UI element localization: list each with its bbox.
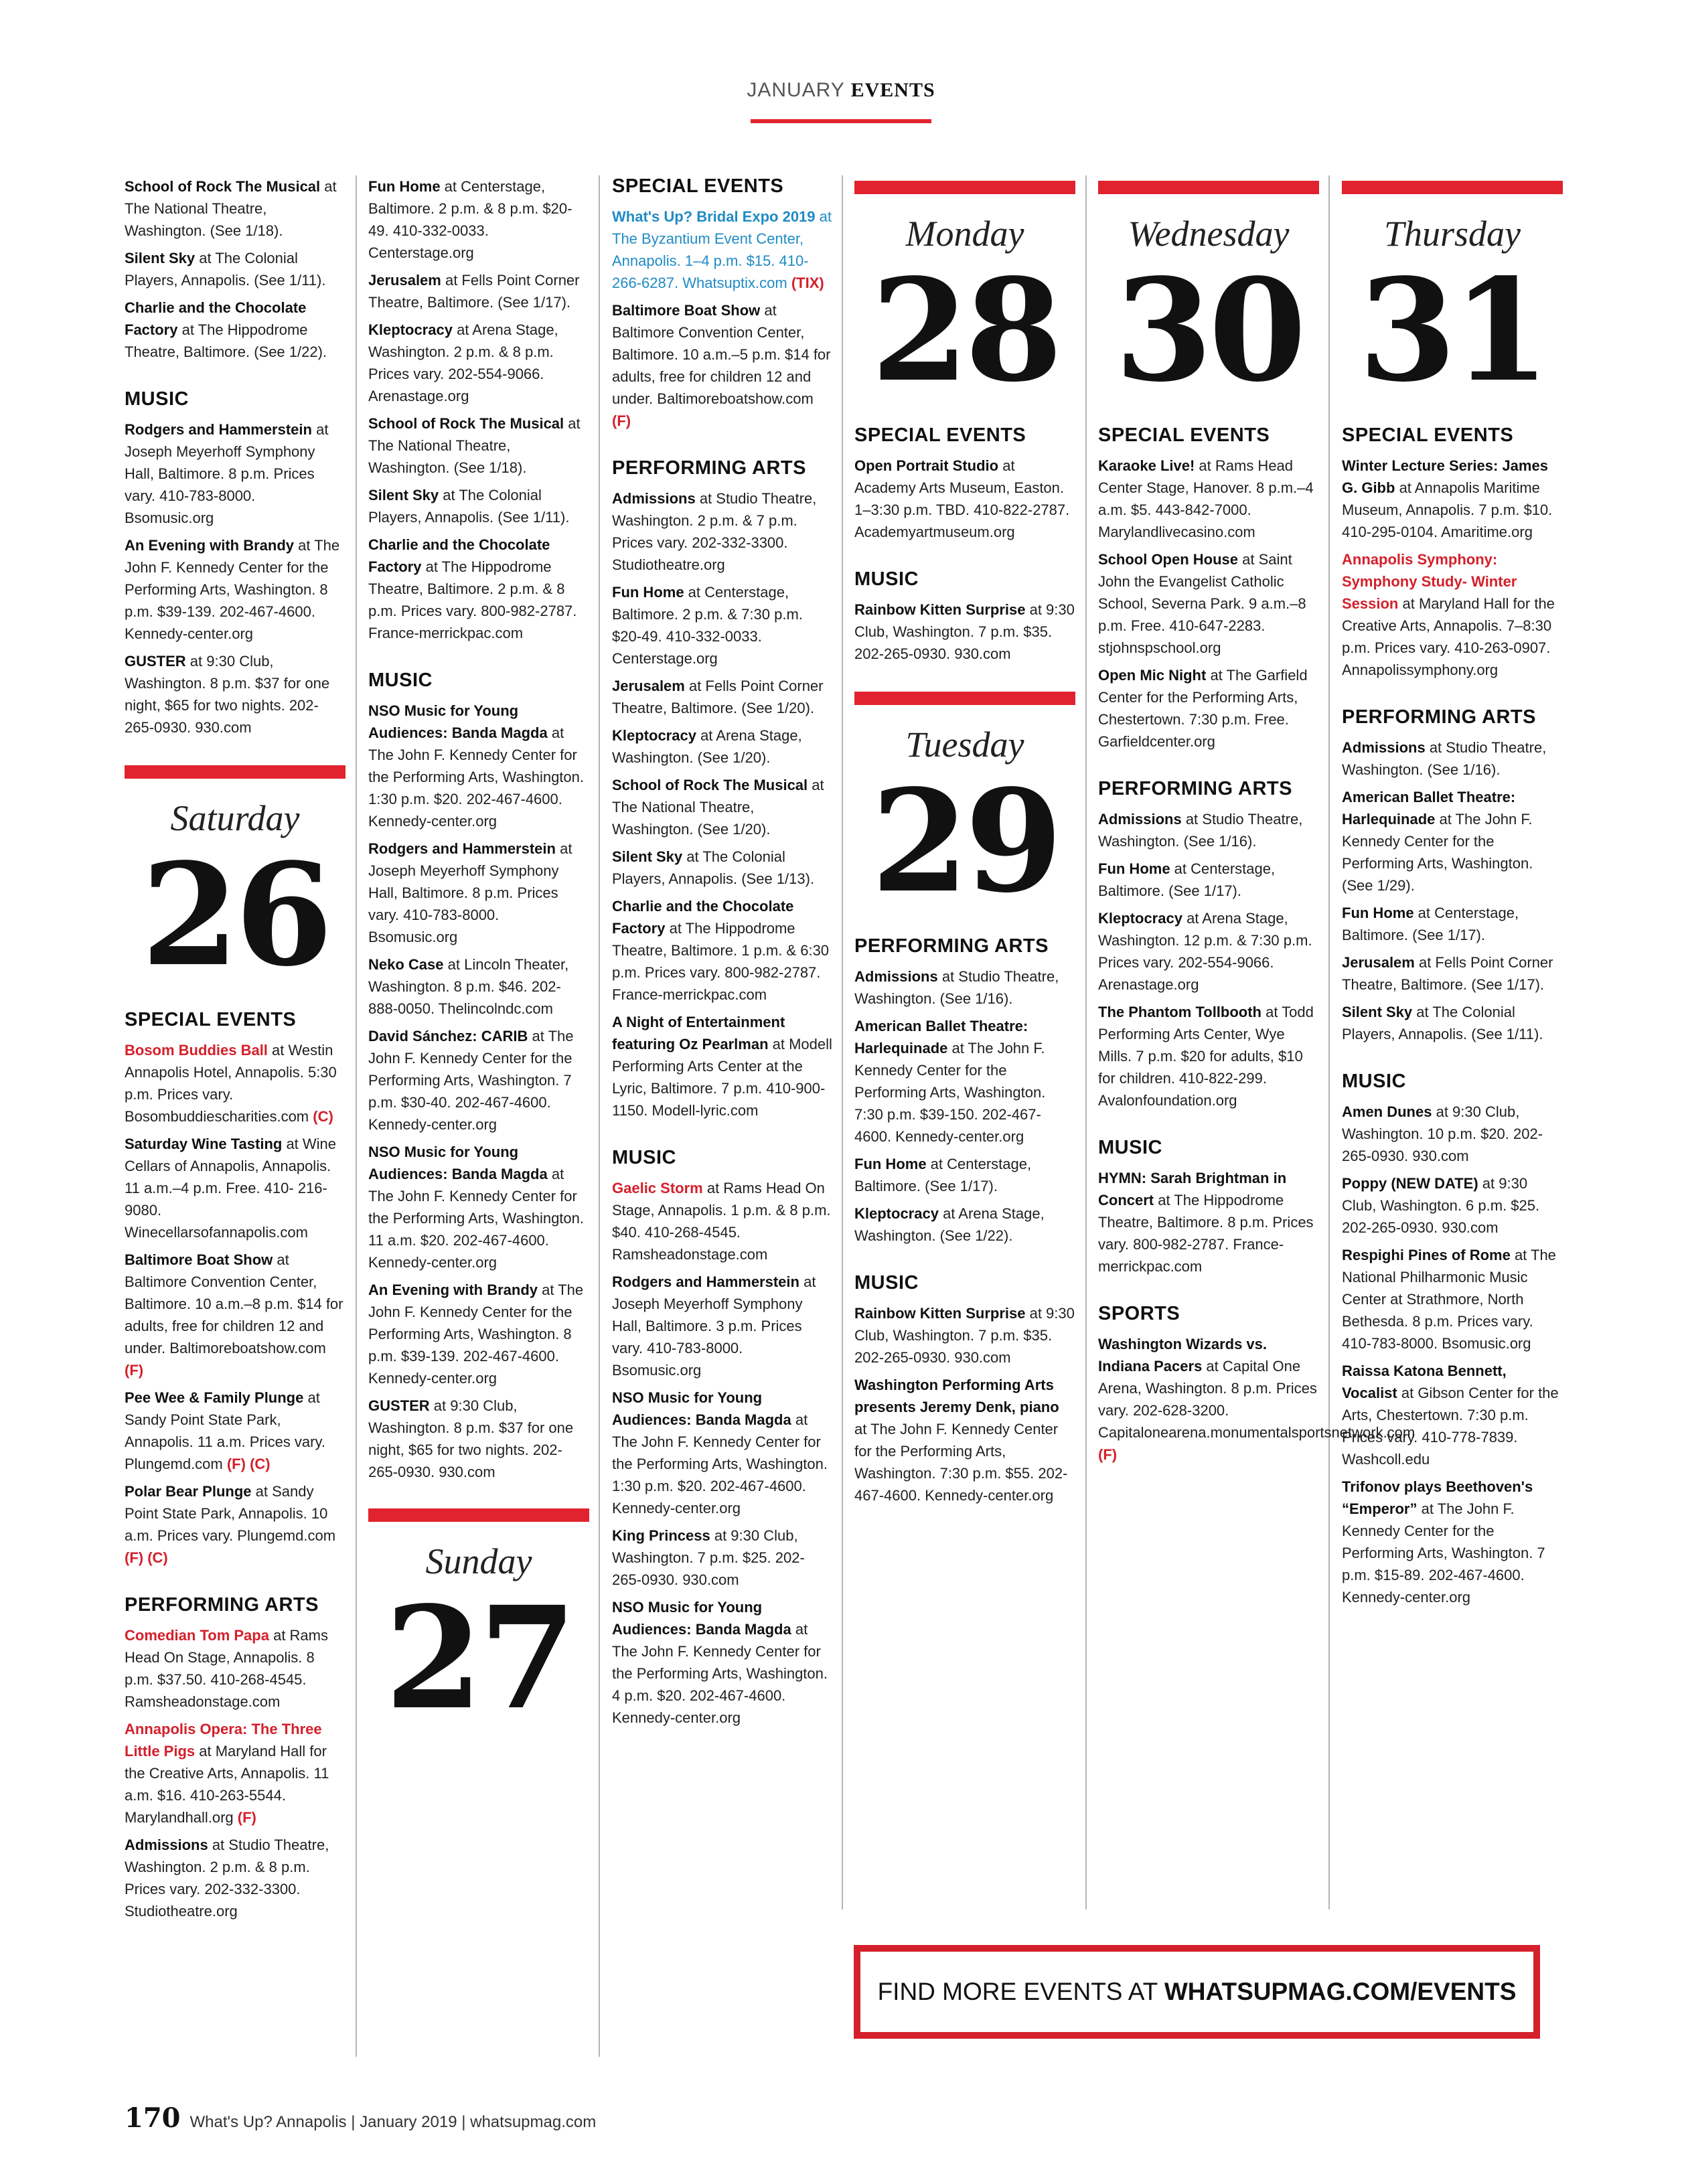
event-item: [1342, 786, 1563, 896]
event-item: [368, 1279, 589, 1389]
event-name: Bosom Buddies Ball: [125, 1042, 268, 1059]
event-name: Silent Sky: [612, 848, 683, 865]
day-name: Thursday: [1383, 214, 1521, 254]
event-name: Karaoke Live!: [1098, 457, 1195, 474]
event-item: [368, 175, 589, 264]
event-item: [125, 1624, 346, 1713]
column-6: [1342, 181, 1563, 1614]
event-name: Charlie and the Chocolate Factory: [125, 299, 307, 338]
event-item: [612, 581, 833, 670]
event-details: at The Byzantium Event Center, Annapolis. 1–4 p.m. $15. 410-266-6287. Whatsuptix.com: [612, 208, 832, 291]
event-name: What's Up? Bridal Expo 2019: [612, 208, 816, 225]
event-item: [125, 418, 346, 529]
event-name: School Open House: [1098, 551, 1239, 568]
event-name: Gaelic Storm: [612, 1180, 703, 1196]
section-label: [0, 79, 1682, 102]
event-name: Polar Bear Plunge: [125, 1483, 252, 1500]
event-name: Kleptocracy: [612, 727, 696, 744]
event-item: [368, 1141, 589, 1273]
event-name: Rainbow Kitten Surprise: [854, 601, 1026, 618]
event-details: at Modell Performing Arts Center at the Lyric, Baltimore. 7 p.m. 410-900-1150. Modell-lyric.com: [612, 1036, 832, 1119]
event-details: at Maryland Hall for the Creative Arts, Annapolis. 11 a.m. $16. 410-263-5544. Marylandhall.org: [125, 1743, 329, 1826]
day-number: 26: [141, 832, 329, 998]
event-item: [125, 1387, 346, 1475]
event-item: [1098, 858, 1319, 902]
event-tag: (C): [313, 1108, 333, 1125]
event-name: Saturday Wine Tasting: [125, 1136, 283, 1152]
event-details: at The John F. Kennedy Center for the Performing Arts, Washington. 4 p.m. $20. 202-467-4600. Kennedy-center.org: [612, 1621, 828, 1726]
section-heading: MUSIC: [368, 670, 433, 691]
section-heading: SPORTS: [1098, 1303, 1180, 1324]
event-item: [368, 700, 589, 832]
event-item: [1098, 808, 1319, 852]
event-item: [368, 412, 589, 479]
event-details: at Studio Theatre, Washington. (See 1/16).: [1098, 811, 1303, 850]
event-name: David Sánchez: CARIB: [368, 1028, 528, 1044]
event-details: at Arena Stage, Washington. 12 p.m. & 7:30 p.m. Prices vary. 202-554-9066. Arenastage.org: [1098, 910, 1312, 993]
section-heading: SPECIAL EVENTS: [1342, 424, 1514, 446]
event-details: at Lincoln Theater, Washington. 8 p.m. $46. 202-888-0050. Thelincolndc.com: [368, 956, 569, 1017]
event-name: Comedian Tom Papa: [125, 1627, 269, 1644]
event-item: [1342, 1101, 1563, 1167]
event-item: [612, 724, 833, 769]
event-details: at Studio Theatre, Washington. (See 1/16).: [854, 968, 1059, 1007]
event-details: at 9:30 Club, Washington. 10 p.m. $20. 202-265-0930. 930.com: [1342, 1103, 1543, 1164]
event-name: School of Rock The Musical: [612, 777, 808, 793]
event-item: [854, 1153, 1075, 1197]
event-item: [1342, 548, 1563, 681]
event-details: at Baltimore Convention Center, Baltimore. 10 a.m.–8 p.m. $14 for adults, free for children 12 and under. Baltimoreboatshow.com: [125, 1251, 343, 1356]
event-details: at The National Theatre, Washington. (See 1/18).: [368, 415, 581, 476]
section-heading: MUSIC: [854, 568, 919, 590]
event-details: at 9:30 Club, Washington. 8 p.m. $37 for one night, $65 for two nights. 202-265-0930. 930.com: [125, 653, 330, 736]
event-name: Admissions: [125, 1837, 208, 1853]
column-divider: [1085, 175, 1087, 1909]
day-number: 29: [870, 759, 1059, 924]
day-name: Saturday: [170, 798, 300, 838]
event-details: at Fells Point Corner Theatre, Baltimore. (See 1/20).: [612, 678, 824, 716]
event-item: [612, 774, 833, 840]
event-name: Jerusalem: [368, 272, 441, 289]
event-details: at The John F. Kennedy Center for the Performing Arts, Washington. (See 1/29).: [1342, 811, 1533, 894]
event-name: Jerusalem: [612, 678, 685, 694]
event-item: [612, 675, 833, 719]
day-bar: [368, 1508, 589, 1522]
event-details: at The Colonial Players, Annapolis. (See 1/11).: [368, 487, 570, 526]
event-item: [1342, 902, 1563, 946]
section-heading: MUSIC: [1098, 1137, 1162, 1158]
event-item: [854, 1202, 1075, 1247]
event-name: Charlie and the Chocolate Factory: [368, 536, 550, 575]
section-heading: PERFORMING ARTS: [612, 457, 806, 479]
section-heading: SPECIAL EVENTS: [854, 424, 1026, 446]
event-item: [612, 846, 833, 890]
event-details: at Baltimore Convention Center, Baltimore. 10 a.m.–5 p.m. $14 for adults, free for children 12 and under. Baltimoreboatshow.com: [612, 302, 831, 407]
find-more-label: FIND MORE EVENTS AT: [877, 1978, 1158, 2005]
page-number: 170: [125, 2102, 181, 2134]
event-name: Silent Sky: [368, 487, 439, 503]
event-item: [612, 1011, 833, 1121]
event-details: at Arena Stage, Washington. 2 p.m. & 8 p.m. Prices vary. 202-554-9066. Arenastage.org: [368, 321, 558, 404]
event-tag: (F): [125, 1362, 144, 1379]
event-details: at Wine Cellars of Annapolis, Annapolis. 11 a.m.–4 p.m. Free. 410- 216-9080. Winecellarsofannapolis.com: [125, 1136, 337, 1241]
day-name: Monday: [905, 214, 1024, 254]
event-tag: (TIX): [791, 275, 824, 291]
section-label-light: JANUARY: [747, 79, 845, 101]
event-item: [125, 1834, 346, 1922]
event-details: at Rams Head On Stage, Annapolis. 8 p.m. $37.50. 410-268-4545. Ramsheadonstage.com: [125, 1627, 328, 1710]
event-name: NSO Music for Young Audiences: Banda Magda: [368, 1144, 548, 1182]
event-details: at 9:30 Club, Washington. 8 p.m. $37 for one night, $65 for two nights. 202-265-0930. 930.com: [368, 1397, 574, 1480]
event-item: [1342, 1476, 1563, 1608]
section-label-bold: EVENTS: [850, 79, 935, 101]
event-name: Washington Wizards vs. Indiana Pacers: [1098, 1336, 1268, 1375]
event-item: [125, 534, 346, 645]
event-name: Neko Case: [368, 956, 444, 973]
day-bar: [854, 692, 1075, 705]
event-name: Respighi Pines of Rome: [1342, 1247, 1511, 1263]
section-heading: MUSIC: [854, 1272, 919, 1294]
event-details: at The Hippodrome Theatre, Baltimore. 2 p.m. & 8 p.m. Prices vary. 800-982-2787. France-merrickpac.com: [368, 558, 577, 641]
footer-text: What's Up? Annapolis | January 2019 | whatsupmag.com: [189, 2113, 597, 2131]
event-details: at Sandy Point State Park, Annapolis. 10 a.m. Prices vary. Plungemd.com: [125, 1483, 336, 1544]
event-name: Admissions: [612, 490, 696, 507]
section-heading: MUSIC: [125, 388, 189, 410]
event-details: at The John F. Kennedy Center for the Performing Arts, Washington. 8 p.m. $39-139. 202-467-4600. Kennedy-center.org: [368, 1281, 584, 1387]
event-details: at Studio Theatre, Washington. (See 1/16).: [1342, 739, 1547, 778]
event-name: Admissions: [1342, 739, 1426, 756]
day-number: 28: [870, 248, 1059, 413]
event-name: Fun Home: [1342, 905, 1414, 921]
event-item: [854, 1015, 1075, 1148]
event-details: at The John F. Kennedy Center for the Performing Arts, Washington. 7 p.m. $15-89. 202-467-4600. Kennedy-center.org: [1342, 1500, 1545, 1606]
event-details: at Sandy Point State Park, Annapolis. 11 a.m. Prices vary. Plungemd.com: [125, 1389, 325, 1472]
event-name: Baltimore Boat Show: [612, 302, 761, 319]
column-4: [854, 181, 1075, 1512]
section-heading: SPECIAL EVENTS: [612, 175, 784, 197]
event-name: Fun Home: [368, 178, 441, 195]
header-rule: [751, 119, 931, 123]
event-item: [368, 484, 589, 528]
event-item: [612, 206, 833, 294]
event-item: [1098, 664, 1319, 753]
event-item: [368, 1395, 589, 1483]
event-details: at Maryland Hall for the Creative Arts, Annapolis. 7–8:30 p.m. Prices vary. 410-263-0907. Annapolissymphony.org: [1342, 595, 1555, 678]
event-item: [125, 1480, 346, 1569]
event-item: [1098, 1167, 1319, 1277]
event-item: [1098, 455, 1319, 543]
event-details: at The Hippodrome Theatre, Baltimore. (See 1/22).: [125, 321, 327, 360]
section-heading: MUSIC: [612, 1147, 676, 1168]
day-name: Tuesday: [905, 724, 1024, 765]
event-details: at 9:30 Club, Washington. 6 p.m. $25. 202-265-0930. 930.com: [1342, 1175, 1540, 1236]
day-block-wednesday: [1098, 181, 1319, 413]
event-item: [612, 1525, 833, 1591]
event-name: Open Portrait Studio: [854, 457, 999, 474]
event-tag: (F) (C): [226, 1456, 271, 1472]
event-details: at The Colonial Players, Annapolis. (See 1/13).: [612, 848, 815, 887]
event-name: Rodgers and Hammerstein: [368, 840, 556, 857]
event-item: [854, 455, 1075, 543]
event-item: [854, 965, 1075, 1010]
event-details: at 9:30 Club, Washington. 7 p.m. $25. 202-265-0930. 930.com: [612, 1527, 805, 1588]
event-name: Rainbow Kitten Surprise: [854, 1305, 1026, 1322]
event-item: [368, 953, 589, 1020]
day-block-monday: [854, 181, 1075, 413]
event-details: at The Hippodrome Theatre, Baltimore. 8 p.m. Prices vary. 800-982-2787. France-merrickpac.com: [1098, 1192, 1314, 1275]
event-details: at The John F. Kennedy Center for the Performing Arts, Washington. 7 p.m. $30-40. 202-467-4600. Kennedy-center.org: [368, 1028, 574, 1133]
event-name: Kleptocracy: [854, 1205, 939, 1222]
day-number: 30: [1114, 248, 1303, 413]
event-item: [1342, 736, 1563, 781]
event-name: Amen Dunes: [1342, 1103, 1432, 1120]
event-details: at Studio Theatre, Washington. 2 p.m. & 7 p.m. Prices vary. 202-332-3300. Studiotheatre.org: [612, 490, 817, 573]
event-tag: (F) (C): [125, 1549, 168, 1566]
event-name: Poppy (NEW DATE): [1342, 1175, 1478, 1192]
event-item: [1098, 1001, 1319, 1111]
event-details: at Arena Stage, Washington. (See 1/22).: [854, 1205, 1045, 1244]
event-details: at The John F. Kennedy Center for the Performing Arts, Washington. 1:30 p.m. $20. 202-467-4600. Kennedy-center.org: [368, 724, 584, 830]
event-name: Silent Sky: [1342, 1004, 1413, 1020]
event-item: [1342, 455, 1563, 543]
column-1: [125, 175, 346, 1928]
event-details: at The Garfield Center for the Performing Arts, Chestertown. 7:30 p.m. Free. Garfieldcenter.org: [1098, 667, 1308, 750]
event-details: at Joseph Meyerhoff Symphony Hall, Baltimore. 8 p.m. Prices vary. 410-783-8000. Bsomusic.org: [368, 840, 572, 945]
event-item: [612, 487, 833, 576]
event-item: [612, 1271, 833, 1381]
event-item: [612, 1387, 833, 1519]
event-name: GUSTER: [368, 1397, 430, 1414]
event-details: at The Hippodrome Theatre, Baltimore. 1 p.m. & 6:30 p.m. Prices vary. 800-982-2787. France-merrickpac.com: [612, 920, 830, 1003]
event-item: [368, 319, 589, 407]
section-heading: PERFORMING ARTS: [854, 935, 1049, 957]
event-name: School of Rock The Musical: [368, 415, 564, 432]
event-item: [125, 175, 346, 242]
day-block-sunday: [368, 1508, 589, 1741]
event-details: at The John F. Kennedy Center for the Performing Arts, Washington. 7:30 p.m. $55. 202-467-4600. Kennedy-center.org: [854, 1421, 1068, 1504]
column-divider: [1328, 175, 1330, 1909]
day-bar: [1098, 181, 1319, 194]
event-details: at Centerstage, Baltimore. (See 1/17).: [854, 1156, 1032, 1194]
event-details: at Annapolis Maritime Museum, Annapolis. 7 p.m. $10. 410-295-0104. Amaritime.org: [1342, 479, 1553, 540]
column-2: [368, 175, 589, 1741]
event-item: [612, 1177, 833, 1265]
event-item: [1342, 951, 1563, 996]
event-details: at Todd Performing Arts Center, Wye Mills. 7 p.m. $20 for adults, $10 for children. 410-822-299. Avalonfoundation.org: [1098, 1004, 1314, 1109]
event-name: Baltimore Boat Show: [125, 1251, 273, 1268]
event-item: [1098, 907, 1319, 996]
day-number: 27: [384, 1575, 573, 1741]
event-name: Washington Performing Arts presents Jeremy Denk, piano: [854, 1377, 1059, 1415]
event-details: at Fells Point Corner Theatre, Baltimore. (See 1/17).: [1342, 954, 1553, 993]
event-details: at Fells Point Corner Theatre, Baltimore. (See 1/17).: [368, 272, 580, 311]
day-bar: [125, 765, 346, 779]
event-name: Winter Lecture Series: James G. Gibb: [1342, 457, 1548, 496]
section-heading: PERFORMING ARTS: [1098, 778, 1292, 799]
event-details: at The National Theatre, Washington. (See 1/20).: [612, 777, 824, 838]
event-details: at Centerstage, Baltimore. (See 1/17).: [1098, 860, 1276, 899]
event-details: at The John F. Kennedy Center for the Performing Arts, Washington. 7:30 p.m. $39-150. 202-467-4600. Kennedy-center.org: [854, 1040, 1046, 1145]
day-number: 31: [1358, 248, 1547, 413]
event-details: at The Colonial Players, Annapolis. (See 1/11).: [125, 250, 326, 289]
event-name: Admissions: [854, 968, 938, 985]
event-details: at The National Philharmonic Music Center at Strathmore, North Bethesda. 8 p.m. Prices vary. 410-783-8000. Bsomusic.org: [1342, 1247, 1556, 1352]
event-name: Kleptocracy: [1098, 910, 1182, 927]
event-item: [125, 1718, 346, 1828]
event-item: [854, 599, 1075, 665]
event-name: Raissa Katona Bennett, Vocalist: [1342, 1362, 1507, 1401]
event-item: [1342, 1360, 1563, 1470]
event-name: Fun Home: [1098, 860, 1170, 877]
section-heading: SPECIAL EVENTS: [125, 1009, 297, 1030]
event-details: at Academy Arts Museum, Easton. 1–3:30 p.m. TBD. 410-822-2787. Academyartmuseum.org: [854, 457, 1070, 540]
event-details: at 9:30 Club, Washington. 7 p.m. $35. 202-265-0930. 930.com: [854, 601, 1075, 662]
section-heading: MUSIC: [1342, 1071, 1406, 1092]
section-heading: PERFORMING ARTS: [125, 1594, 319, 1616]
event-name: An Evening with Brandy: [368, 1281, 538, 1298]
event-item: [1342, 1244, 1563, 1354]
event-details: at Centerstage, Baltimore. (See 1/17).: [1342, 905, 1519, 943]
event-details: at Rams Head On Stage, Annapolis. 1 p.m. & 8 p.m. $40. 410-268-4545. Ramsheadonstage.com: [612, 1180, 831, 1263]
event-tag: (F): [1098, 1446, 1118, 1463]
event-details: at The John F. Kennedy Center for the Performing Arts, Washington. 1:30 p.m. $20. 202-467-4600. Kennedy-center.org: [612, 1411, 828, 1516]
event-item: [125, 1133, 346, 1243]
event-details: at The John F. Kennedy Center for the Performing Arts, Washington. 8 p.m. $39-139. 202-467-4600. Kennedy-center.org: [125, 537, 340, 642]
event-name: A Night of Entertainment featuring Oz Pearlman: [612, 1014, 785, 1052]
day-block-thursday: [1342, 181, 1563, 413]
event-item: [125, 247, 346, 291]
event-item: [854, 1302, 1075, 1369]
event-details: at Rams Head Center Stage, Hanover. 8 p.m.–4 a.m. $5. 443-842-7000. Marylandlivecasino.com: [1098, 457, 1314, 540]
event-details: at The Colonial Players, Annapolis. (See 1/11).: [1342, 1004, 1543, 1042]
event-item: [612, 299, 833, 432]
event-name: Fun Home: [854, 1156, 927, 1172]
event-name: Silent Sky: [125, 250, 196, 266]
event-name: NSO Music for Young Audiences: Banda Magda: [612, 1389, 791, 1428]
find-more-link[interactable]: WHATSUPMAG.COM/EVENTS: [1164, 1978, 1517, 2005]
event-item: [1098, 1333, 1416, 1466]
event-name: Rodgers and Hammerstein: [125, 421, 312, 438]
event-item: [125, 650, 346, 738]
event-item: [612, 895, 833, 1006]
event-name: Open Mic Night: [1098, 667, 1207, 684]
section-heading: SPECIAL EVENTS: [1098, 424, 1270, 446]
event-name: Charlie and the Chocolate Factory: [612, 898, 794, 937]
event-item: [1098, 548, 1319, 659]
day-block-tuesday: [854, 692, 1075, 924]
section-heading: PERFORMING ARTS: [1342, 706, 1536, 728]
event-details: at The John F. Kennedy Center for the Performing Arts, Washington. 11 a.m. $20. 202-467-4600. Kennedy-center.org: [368, 1166, 584, 1271]
event-item: [125, 297, 346, 363]
event-item: [368, 838, 589, 948]
event-name: Jerusalem: [1342, 954, 1415, 971]
event-name: American Ballet Theatre: Harlequinade: [854, 1018, 1028, 1057]
column-divider: [356, 175, 357, 2057]
event-item: [368, 1025, 589, 1136]
event-name: NSO Music for Young Audiences: Banda Magda: [612, 1599, 791, 1638]
event-tag: (F): [612, 412, 631, 429]
event-name: GUSTER: [125, 653, 186, 670]
event-name: Admissions: [1098, 811, 1182, 828]
event-name: Trifonov plays Beethoven's “Emperor”: [1342, 1478, 1533, 1517]
event-item: [1342, 1172, 1563, 1239]
event-name: NSO Music for Young Audiences: Banda Magda: [368, 702, 548, 741]
event-details: at Joseph Meyerhoff Symphony Hall, Baltimore. 3 p.m. Prices vary. 410-783-8000. Bsomusic.org: [612, 1273, 816, 1379]
column-3: [612, 175, 833, 1734]
event-name: Kleptocracy: [368, 321, 453, 338]
event-details: at Centerstage, Baltimore. 2 p.m. & 8 p.m. $20-49. 410-332-0033. Centerstage.org: [368, 178, 572, 261]
event-details: at Arena Stage, Washington. (See 1/20).: [612, 727, 802, 766]
event-item: [125, 1249, 346, 1381]
event-name: Pee Wee & Family Plunge: [125, 1389, 304, 1406]
event-details: at Studio Theatre, Washington. 2 p.m. & 8 p.m. Prices vary. 202-332-3300. Studiotheatre.org: [125, 1837, 329, 1920]
event-tag: (F): [237, 1809, 256, 1826]
event-details: at Westin Annapolis Hotel, Annapolis. 5:30 p.m. Prices vary. Bosombuddiescharities.com: [125, 1042, 337, 1125]
event-details: at Centerstage, Baltimore. 2 p.m. & 7:30 p.m. $20-49. 410-332-0033. Centerstage.org: [612, 584, 803, 667]
column-divider: [842, 175, 843, 1909]
day-name: Wednesday: [1128, 214, 1290, 254]
day-bar: [854, 181, 1075, 194]
event-details: at Gibson Center for the Arts, Chestertown. 7:30 p.m. Prices vary. 410-778-7839. Washcoll.edu: [1342, 1385, 1559, 1468]
event-item: [1342, 1001, 1563, 1045]
event-item: [368, 534, 589, 644]
event-name: Annapolis Symphony: Symphony Study- Winter Session: [1342, 551, 1517, 612]
column-divider: [599, 175, 600, 2057]
event-name: HYMN: Sarah Brightman in Concert: [1098, 1170, 1287, 1208]
day-name: Sunday: [425, 1541, 532, 1581]
event-name: American Ballet Theatre: Harlequinade: [1342, 789, 1516, 828]
event-name: School of Rock The Musical: [125, 178, 321, 195]
event-details: at Capital One Arena, Washington. 8 p.m. Prices vary. 202-628-3200. Capitalonearena.monumentalsportsnetwork.com: [1098, 1358, 1416, 1441]
page-header: [0, 79, 1682, 123]
event-name: The Phantom Tollbooth: [1098, 1004, 1262, 1020]
day-block-saturday: [125, 765, 346, 998]
day-bar: [1342, 181, 1563, 194]
event-name: Annapolis Opera: The Three Little Pigs: [125, 1721, 322, 1760]
event-item: [612, 1596, 833, 1729]
event-name: Rodgers and Hammerstein: [612, 1273, 799, 1290]
page-footer: [125, 2102, 596, 2134]
event-details: at The National Theatre, Washington. (See 1/18).: [125, 178, 337, 239]
find-more-events-box[interactable]: [854, 1945, 1540, 2039]
event-details: at 9:30 Club, Washington. 7 p.m. $35. 202-265-0930. 930.com: [854, 1305, 1075, 1366]
event-details: at Joseph Meyerhoff Symphony Hall, Baltimore. 8 p.m. Prices vary. 410-783-8000. Bsomusic.org: [125, 421, 329, 526]
event-details: at Saint John the Evangelist Catholic School, Severna Park. 9 a.m.–8 p.m. Free. 410-647-2283. stjohnspschool.org: [1098, 551, 1306, 656]
event-item: [854, 1374, 1075, 1506]
event-item: [125, 1039, 346, 1127]
event-name: Fun Home: [612, 584, 684, 601]
event-name: An Evening with Brandy: [125, 537, 295, 554]
event-item: [368, 269, 589, 313]
event-name: King Princess: [612, 1527, 710, 1544]
